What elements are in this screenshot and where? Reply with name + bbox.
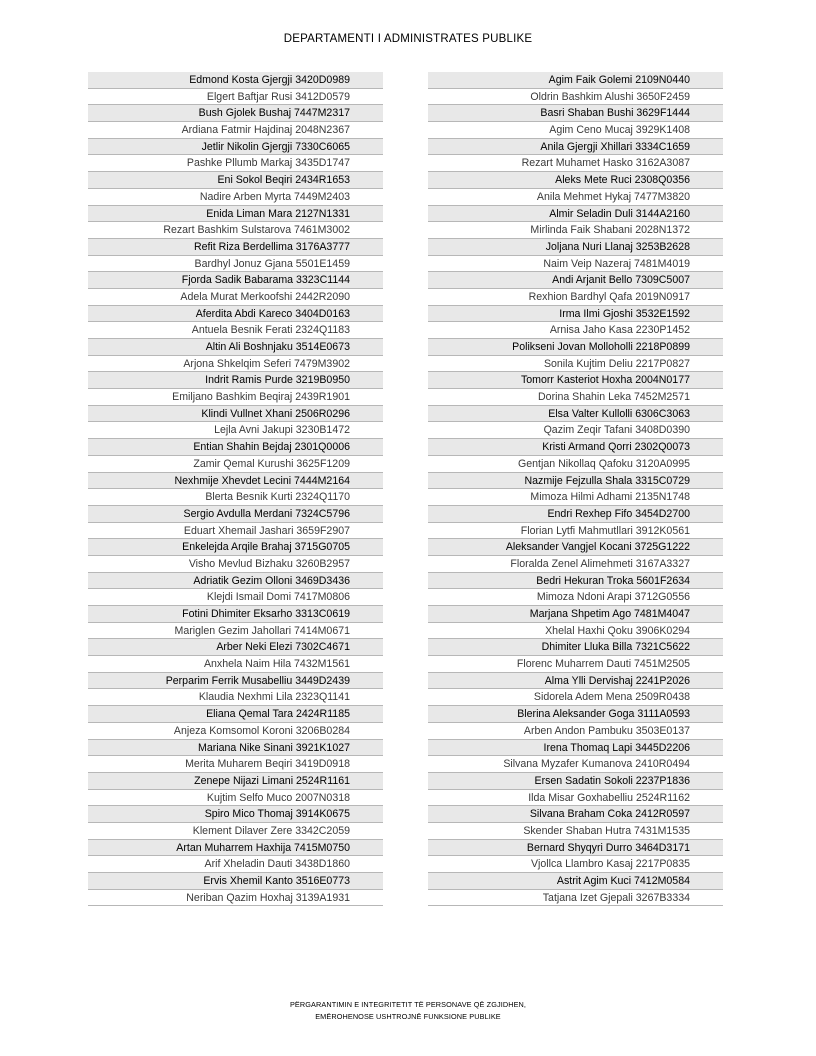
list-item: Eliana Qemal Tara 2424R1185	[88, 706, 383, 723]
list-item: Ilda Misar Goxhabelliu 2524R1162	[428, 790, 723, 807]
list-item: Merita Muharem Beqiri 3419D0918	[88, 756, 383, 773]
list-item: Marjana Shpetim Ago 7481M4047	[428, 606, 723, 623]
list-item: Zenepe Nijazi Limani 2524R1161	[88, 773, 383, 790]
list-item: Irma Ilmi Gjoshi 3532E1592	[428, 306, 723, 323]
list-item: Mimoza Ndoni Arapi 3712G0556	[428, 589, 723, 606]
list-item: Lejla Avni Jakupi 3230B1472	[88, 422, 383, 439]
list-item: Enida Liman Mara 2127N1331	[88, 206, 383, 223]
list-item: Mariglen Gezim Jahollari 7414M0671	[88, 623, 383, 640]
list-item: Visho Mevlud Bizhaku 3260B2957	[88, 556, 383, 573]
list-item: Vjollca Llambro Kasaj 2217P0835	[428, 856, 723, 873]
list-item: Mimoza Hilmi Adhami 2135N1748	[428, 489, 723, 506]
list-item: Qazim Zeqir Tafani 3408D0390	[428, 422, 723, 439]
list-item: Entian Shahin Bejdaj 2301Q0006	[88, 439, 383, 456]
list-item: Spiro Mico Thomaj 3914K0675	[88, 806, 383, 823]
list-item: Altin Ali Boshnjaku 3514E0673	[88, 339, 383, 356]
page-footer	[0, 999, 816, 1023]
footer-line-2: EMËROHENOSE USHTROJNË FUNKSIONE PUBLIKE	[315, 1012, 501, 1021]
list-item: Joljana Nuri Llanaj 3253B2628	[428, 239, 723, 256]
list-item: Artan Muharrem Haxhija 7415M0750	[88, 840, 383, 857]
list-item: Silvana Myzafer Kumanova 2410R0494	[428, 756, 723, 773]
list-item: Nazmije Fejzulla Shala 3315C0729	[428, 473, 723, 490]
list-item: Florian Lytfi Mahmutllari 3912K0561	[428, 523, 723, 540]
list-item: Bernard Shyqyri Durro 3464D3171	[428, 840, 723, 857]
page-title: DEPARTAMENTI I ADMINISTRATES PUBLIKE	[283, 33, 533, 45]
list-item: Dhimiter Lluka Billa 7321C5622	[428, 639, 723, 656]
list-item: Andi Arjanit Bello 7309C5007	[428, 272, 723, 289]
list-item: Jetlir Nikolin Gjergji 7330C6065	[88, 139, 383, 156]
list-item: Anjeza Komsomol Koroni 3206B0284	[88, 723, 383, 740]
list-item: Enkelejda Arqile Brahaj 3715G0705	[88, 539, 383, 556]
list-item: Arnisa Jaho Kasa 2230P1452	[428, 322, 723, 339]
list-item: Mirlinda Faik Shabani 2028N1372	[428, 222, 723, 239]
list-item: Polikseni Jovan Molloholli 2218P0899	[428, 339, 723, 356]
list-item: Dorina Shahin Leka 7452M2571	[428, 389, 723, 406]
list-item: Rezart Muhamet Hasko 3162A3087	[428, 155, 723, 172]
list-item: Arif Xheladin Dauti 3438D1860	[88, 856, 383, 873]
list-item: Ardiana Fatmir Hajdinaj 2048N2367	[88, 122, 383, 139]
list-item: Arben Andon Pambuku 3503E0137	[428, 723, 723, 740]
list-item: Agim Faik Golemi 2109N0440	[428, 72, 723, 89]
list-item: Antuela Besnik Ferati 2324Q1183	[88, 322, 383, 339]
list-item: Bedri Hekuran Troka 5601F2634	[428, 573, 723, 590]
list-item: Alma Ylli Dervishaj 2241P2026	[428, 673, 723, 690]
list-item: Bardhyl Jonuz Gjana 5501E1459	[88, 256, 383, 273]
list-item: Tatjana Izet Gjepali 3267B3334	[428, 890, 723, 907]
list-item: Irena Thomaq Lapi 3445D2206	[428, 740, 723, 757]
list-item: Fjorda Sadik Babarama 3323C1144	[88, 272, 383, 289]
list-item: Ersen Sadatin Sokoli 2237P1836	[428, 773, 723, 790]
list-item: Gentjan Nikollaq Qafoku 3120A0995	[428, 456, 723, 473]
list-item: Neriban Qazim Hoxhaj 3139A1931	[88, 890, 383, 907]
list-item: Blerta Besnik Kurti 2324Q1170	[88, 489, 383, 506]
list-item: Pashke Pllumb Markaj 3435D1747	[88, 155, 383, 172]
list-item: Sonila Kujtim Deliu 2217P0827	[428, 356, 723, 373]
left-name-list	[88, 72, 383, 906]
list-item: Naim Veip Nazeraj 7481M4019	[428, 256, 723, 273]
list-item: Ervis Xhemil Kanto 3516E0773	[88, 873, 383, 890]
list-item: Fotini Dhimiter Eksarho 3313C0619	[88, 606, 383, 623]
list-item: Aleksander Vangjel Kocani 3725G1222	[428, 539, 723, 556]
list-item: Edmond Kosta Gjergji 3420D0989	[88, 72, 383, 89]
list-item: Elgert Baftjar Rusi 3412D0579	[88, 89, 383, 106]
list-item: Anxhela Naim Hila 7432M1561	[88, 656, 383, 673]
list-item: Silvana Braham Coka 2412R0597	[428, 806, 723, 823]
list-item: Klement Dilaver Zere 3342C2059	[88, 823, 383, 840]
list-item: Aleks Mete Ruci 2308Q0356	[428, 172, 723, 189]
list-item: Oldrin Bashkim Alushi 3650F2459	[428, 89, 723, 106]
list-item: Nadire Arben Myrta 7449M2403	[88, 189, 383, 206]
list-item: Perparim Ferrik Musabelliu 3449D2439	[88, 673, 383, 690]
list-item: Blerina Aleksander Goga 3111A0593	[428, 706, 723, 723]
list-item: Klejdi Ismail Domi 7417M0806	[88, 589, 383, 606]
list-item: Elsa Valter Kullolli 6306C3063	[428, 406, 723, 423]
list-item: Adriatik Gezim Olloni 3469D3436	[88, 573, 383, 590]
list-item: Kujtim Selfo Muco 2007N0318	[88, 790, 383, 807]
list-item: Endri Rexhep Fifo 3454D2700	[428, 506, 723, 523]
right-name-list	[428, 72, 723, 906]
list-item: Nexhmije Xhevdet Lecini 7444M2164	[88, 473, 383, 490]
list-item: Arber Neki Elezi 7302C4671	[88, 639, 383, 656]
list-item: Tomorr Kasteriot Hoxha 2004N0177	[428, 372, 723, 389]
list-item: Kristi Armand Qorri 2302Q0073	[428, 439, 723, 456]
list-item: Eduart Xhemail Jashari 3659F2907	[88, 523, 383, 540]
list-item: Anila Mehmet Hykaj 7477M3820	[428, 189, 723, 206]
list-item: Emiljano Bashkim Beqiraj 2439R1901	[88, 389, 383, 406]
list-item: Agim Ceno Mucaj 3929K1408	[428, 122, 723, 139]
list-item: Anila Gjergji Xhillari 3334C1659	[428, 139, 723, 156]
list-item: Sergio Avdulla Merdani 7324C5796	[88, 506, 383, 523]
list-item: Eni Sokol Beqiri 2434R1653	[88, 172, 383, 189]
list-item: Floralda Zenel Alimehmeti 3167A3327	[428, 556, 723, 573]
list-item: Astrit Agim Kuci 7412M0584	[428, 873, 723, 890]
list-item: Klindi Vullnet Xhani 2506R0296	[88, 406, 383, 423]
list-item: Zamir Qemal Kurushi 3625F1209	[88, 456, 383, 473]
list-item: Almir Seladin Duli 3144A2160	[428, 206, 723, 223]
list-item: Arjona Shkelqim Seferi 7479M3902	[88, 356, 383, 373]
list-item: Klaudia Nexhmi Lila 2323Q1141	[88, 689, 383, 706]
list-item: Rexhion Bardhyl Qafa 2019N0917	[428, 289, 723, 306]
list-item: Mariana Nike Sinani 3921K1027	[88, 740, 383, 757]
list-item: Florenc Muharrem Dauti 7451M2505	[428, 656, 723, 673]
list-item: Refit Riza Berdellima 3176A3777	[88, 239, 383, 256]
footer-line-1: PËRGARANTIMIN E INTEGRITETIT TË PERSONAVE QË ZGJIDHEN,	[289, 1000, 527, 1009]
list-item: Basri Shaban Bushi 3629F1444	[428, 105, 723, 122]
list-item: Bush Gjolek Bushaj 7447M2317	[88, 105, 383, 122]
list-item: Sidorela Adem Mena 2509R0438	[428, 689, 723, 706]
list-item: Xhelal Haxhi Qoku 3906K0294	[428, 623, 723, 640]
list-item: Indrit Ramis Purde 3219B0950	[88, 372, 383, 389]
list-item: Aferdita Abdi Kareco 3404D0163	[88, 306, 383, 323]
list-item: Adela Murat Merkoofshi 2442R2090	[88, 289, 383, 306]
list-item: Skender Shaban Hutra 7431M1535	[428, 823, 723, 840]
list-item: Rezart Bashkim Sulstarova 7461M3002	[88, 222, 383, 239]
